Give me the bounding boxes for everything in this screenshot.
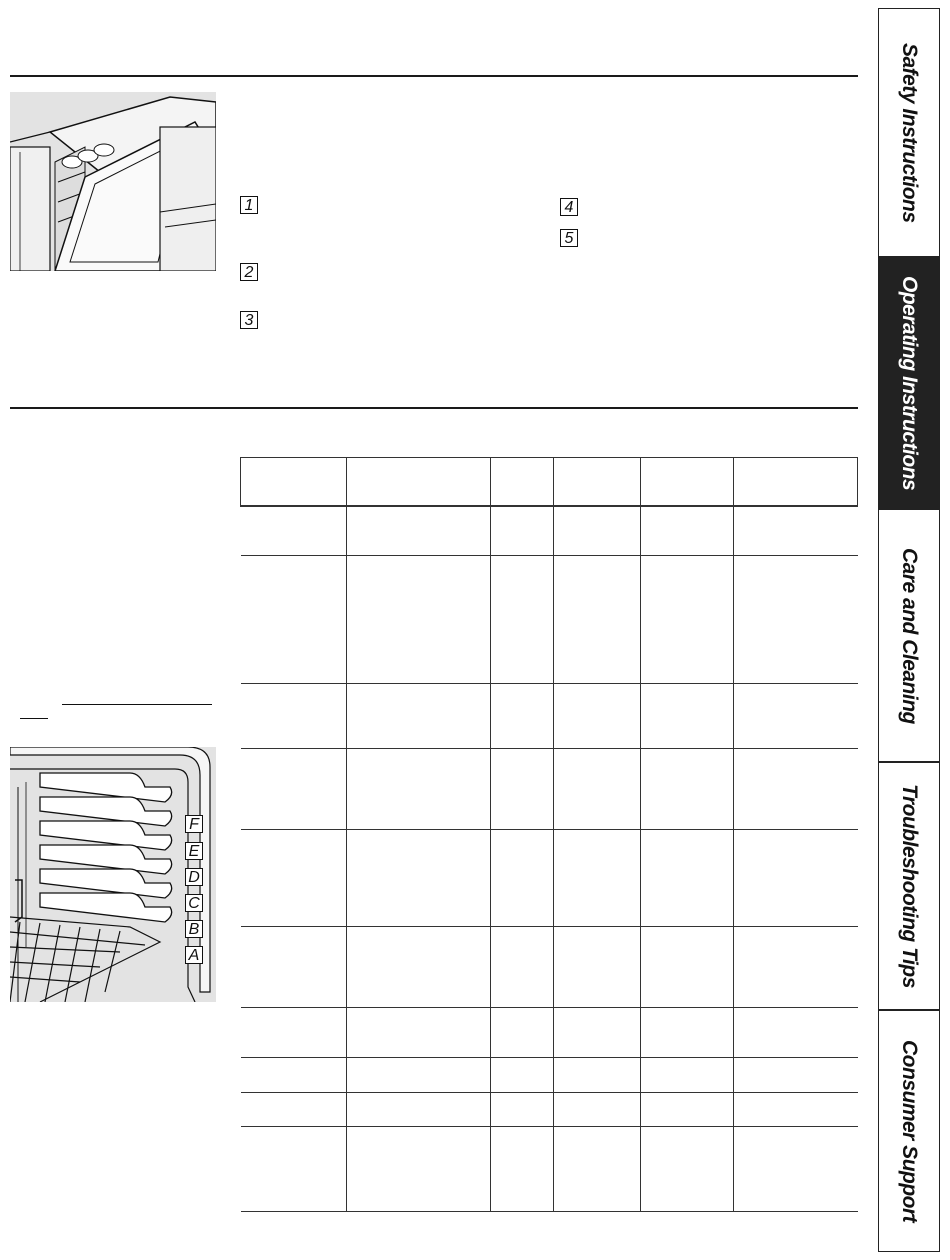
table-cell [241,1008,347,1058]
rack-position-a: A [185,946,203,964]
table-cell [490,684,554,749]
table-cell [241,749,347,830]
step-number-5: 5 [560,229,578,247]
table-cell [734,749,858,830]
tab-safety-instructions[interactable] [878,8,940,257]
table-cell [554,1008,641,1058]
table-cell [641,830,734,927]
table-cell [346,1008,490,1058]
table-cell [641,1008,734,1058]
table-cell [346,749,490,830]
middle-section-rule [10,407,858,409]
table-cell [490,830,554,927]
table-cell [734,830,858,927]
table-cell [641,1127,734,1212]
tab-label: Consumer Support [898,1039,921,1223]
table-cell [241,506,347,556]
table-header-cell [641,458,734,506]
table-cell [346,830,490,927]
tab-consumer-support[interactable] [878,1010,940,1252]
table-header-cell [346,458,490,506]
table-row [241,1058,858,1093]
table-cell [346,556,490,684]
table-cell [734,1093,858,1127]
step-number-1: 1 [240,196,258,214]
table-cell [554,1127,641,1212]
table-cell [554,927,641,1008]
table-cell [346,1093,490,1127]
table-row [241,556,858,684]
table-cell [241,830,347,927]
table-row [241,1127,858,1212]
table-cell [346,684,490,749]
left-column-rule [62,704,212,705]
tab-label: Safety Instructions [898,42,921,223]
table-cell [641,684,734,749]
table-row [241,1093,858,1127]
table-cell [641,556,734,684]
table-cell [241,556,347,684]
table-cell [554,506,641,556]
tab-care-and-cleaning[interactable] [878,509,940,762]
top-section-rule [10,75,858,77]
table-cell [554,830,641,927]
step-number-2: 2 [240,263,258,281]
table-cell [490,1093,554,1127]
rack-position-c: C [185,894,203,912]
table-row [241,1008,858,1058]
table-row [241,830,858,927]
table-cell [241,1127,347,1212]
rack-position-d: D [185,868,203,886]
table-row [241,927,858,1008]
tab-label: Troubleshooting Tips [898,784,921,988]
table-header-cell [554,458,641,506]
table-cell [734,1008,858,1058]
table-cell [554,1058,641,1093]
table-cell [490,556,554,684]
table-cell [554,556,641,684]
open-oven-door-illustration [10,92,216,271]
table-cell [641,506,734,556]
step-number-3: 3 [240,311,258,329]
table-cell [734,684,858,749]
table-cell [346,927,490,1008]
cooking-guide-table [240,457,858,1212]
table-cell [734,1127,858,1212]
table-cell [490,1058,554,1093]
table-cell [734,506,858,556]
table-cell [641,1058,734,1093]
table-cell [490,506,554,556]
rack-position-f: F [185,815,203,833]
table-cell [346,506,490,556]
tab-operating-instructions[interactable] [878,257,940,509]
table-cell [554,684,641,749]
tab-label: Operating Instructions [898,275,921,491]
table-row [241,684,858,749]
rack-position-e: E [185,842,203,860]
left-column-rule-short [20,718,48,719]
step-number-4: 4 [560,198,578,216]
table-header-cell [490,458,554,506]
table-header-row [241,458,858,506]
tab-troubleshooting-tips[interactable] [878,762,940,1010]
table-cell [241,1093,347,1127]
table-header-cell [734,458,858,506]
table-cell [241,927,347,1008]
table-cell [641,1093,734,1127]
table-cell [554,1093,641,1127]
table-cell [241,1058,347,1093]
table-cell [641,749,734,830]
table-cell [734,556,858,684]
table-cell [490,749,554,830]
table-cell [734,927,858,1008]
table-cell [346,1127,490,1212]
table-cell [490,1127,554,1212]
table-header-cell [241,458,347,506]
table-cell [554,749,641,830]
table-cell [641,927,734,1008]
table-cell [346,1058,490,1093]
table-cell [734,1058,858,1093]
rack-position-b: B [185,920,203,938]
table-cell [490,927,554,1008]
table-row [241,506,858,556]
tab-label: Care and Cleaning [898,547,921,724]
table-cell [490,1008,554,1058]
table-cell [241,684,347,749]
table-row [241,749,858,830]
